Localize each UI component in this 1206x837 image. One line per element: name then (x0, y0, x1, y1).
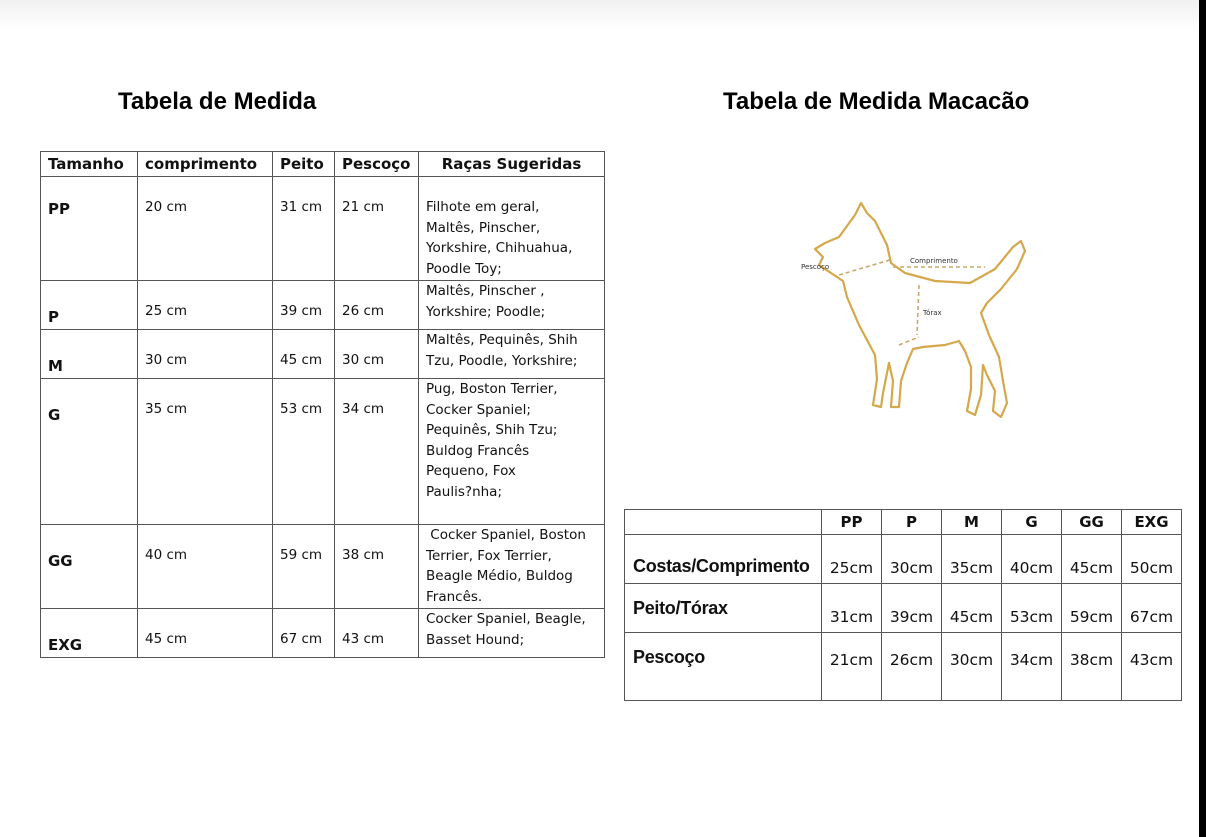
dog-outline (815, 203, 1025, 417)
size-cell: GG (41, 525, 138, 609)
header-m: M (942, 510, 1002, 535)
breed-line: Cocker Spaniel, Boston (426, 527, 586, 543)
header-pp: PP (822, 510, 882, 535)
size-cell: M (41, 330, 138, 379)
breed-line: Yorkshire; Poodle; (426, 303, 546, 320)
jumpsuit-size-table (624, 509, 1182, 701)
breed-line: Buldog Francês (426, 442, 530, 459)
breed-line: Filhote em geral, (426, 199, 540, 215)
header-gg: GG (1062, 510, 1122, 535)
neck-label: Pescoço (801, 263, 830, 271)
chest-cell: 59 cm (273, 525, 335, 609)
breeds-cell (419, 609, 605, 658)
breed-line: Francês. (426, 588, 483, 605)
measurement-cell: 67cm (1122, 584, 1182, 633)
breed-line: Tzu, Poodle, Yorkshire; (426, 352, 578, 369)
measurement-cell: 45cm (1062, 535, 1122, 584)
measurement-cell: 25cm (822, 535, 882, 584)
length-cell: 20 cm (138, 177, 273, 281)
measurement-cell: 31cm (822, 584, 882, 633)
dog-measurement-illustration (795, 185, 1045, 430)
neck-cell: 34 cm (335, 379, 419, 525)
breed-line: Pequinês, Shih Tzu; (426, 422, 558, 438)
breed-line: Beagle Médio, Buldog (426, 568, 573, 584)
length-cell: 30 cm (138, 330, 273, 379)
chest-cell: 53 cm (273, 379, 335, 525)
length-cell: 40 cm (138, 525, 273, 609)
measurement-cell: 50cm (1122, 535, 1182, 584)
neck-cell: 30 cm (335, 330, 419, 379)
header-peito: Peito (273, 152, 335, 177)
size-table-header-row (41, 152, 605, 177)
breed-line: Pequeno, Fox (426, 463, 516, 479)
leg-measure-line (899, 337, 919, 345)
breed-line: Maltês, Pinscher, (426, 219, 541, 236)
chest-cell: 45 cm (273, 330, 335, 379)
table-row (625, 535, 1182, 584)
size-table (40, 151, 605, 658)
breed-line: Maltês, Pinscher , (426, 283, 545, 299)
table-row (41, 609, 605, 658)
table-row (625, 633, 1182, 701)
length-label: Comprimento (910, 257, 958, 265)
neck-measure-line (839, 259, 893, 275)
jumpsuit-header-row (625, 510, 1182, 535)
table-row (41, 281, 605, 330)
breed-line: Cocker Spaniel; (426, 401, 531, 418)
table-row (41, 177, 605, 281)
chest-cell: 31 cm (273, 177, 335, 281)
chest-label: Tórax (923, 309, 942, 317)
header-tamanho: Tamanho (41, 152, 138, 177)
header-comprimento: comprimento (138, 152, 273, 177)
measurement-cell: 26cm (882, 633, 942, 701)
breeds-cell (419, 525, 605, 609)
chest-cell: 39 cm (273, 281, 335, 330)
breeds-cell (419, 281, 605, 330)
size-cell: P (41, 281, 138, 330)
breeds-cell (419, 379, 605, 525)
header-racas-sugeridas: Raças Sugeridas (419, 152, 605, 177)
measurement-cell: 45cm (942, 584, 1002, 633)
measurement-cell: 40cm (1002, 535, 1062, 584)
length-cell: 45 cm (138, 609, 273, 658)
length-cell: 35 cm (138, 379, 273, 525)
length-cell: 25 cm (138, 281, 273, 330)
neck-cell: 38 cm (335, 525, 419, 609)
right-edge-border (1199, 0, 1206, 837)
header-p: P (882, 510, 942, 535)
neck-cell: 43 cm (335, 609, 419, 658)
table-row (41, 379, 605, 525)
size-cell: EXG (41, 609, 138, 658)
row-label: Peito/Tórax (625, 584, 822, 633)
left-table-title: Tabela de Medida (118, 88, 317, 115)
neck-cell: 26 cm (335, 281, 419, 330)
size-cell: PP (41, 177, 138, 281)
chest-cell: 67 cm (273, 609, 335, 658)
table-row (41, 525, 605, 609)
chest-measure-line (917, 285, 919, 335)
table-row (625, 584, 1182, 633)
breed-line: Poodle Toy; (426, 260, 502, 277)
measurement-cell: 35cm (942, 535, 1002, 584)
measurement-cell: 43cm (1122, 633, 1182, 701)
measurement-cell: 53cm (1002, 584, 1062, 633)
breeds-cell (419, 177, 605, 281)
table-row (41, 330, 605, 379)
row-label: Pescoço (625, 633, 822, 701)
measurement-cell: 34cm (1002, 633, 1062, 701)
measurement-cell: 21cm (822, 633, 882, 701)
header-g: G (1002, 510, 1062, 535)
breed-line: Basset Hound; (426, 631, 525, 648)
top-fade (0, 0, 1199, 30)
row-label: Costas/Comprimento (625, 535, 822, 584)
measurement-cell: 39cm (882, 584, 942, 633)
header-exg: EXG (1122, 510, 1182, 535)
breed-line: Cocker Spaniel, Beagle, (426, 611, 586, 627)
header-pescoco: Pescoço (335, 152, 419, 177)
measurement-cell: 30cm (882, 535, 942, 584)
breed-line: Yorkshire, Chihuahua, (426, 240, 573, 256)
size-cell: G (41, 379, 138, 525)
measurement-cell: 30cm (942, 633, 1002, 701)
measurement-cell: 38cm (1062, 633, 1122, 701)
neck-cell: 21 cm (335, 177, 419, 281)
breed-line: Maltês, Pequinês, Shih (426, 332, 578, 348)
header-blank (625, 510, 822, 535)
breeds-cell (419, 330, 605, 379)
breed-line: Paulis?nha; (426, 483, 502, 500)
right-table-title: Tabela de Medida Macacão (723, 88, 1030, 115)
measurement-cell: 59cm (1062, 584, 1122, 633)
breed-line: Pug, Boston Terrier, (426, 381, 558, 397)
breed-line: Terrier, Fox Terrier, (426, 547, 552, 564)
